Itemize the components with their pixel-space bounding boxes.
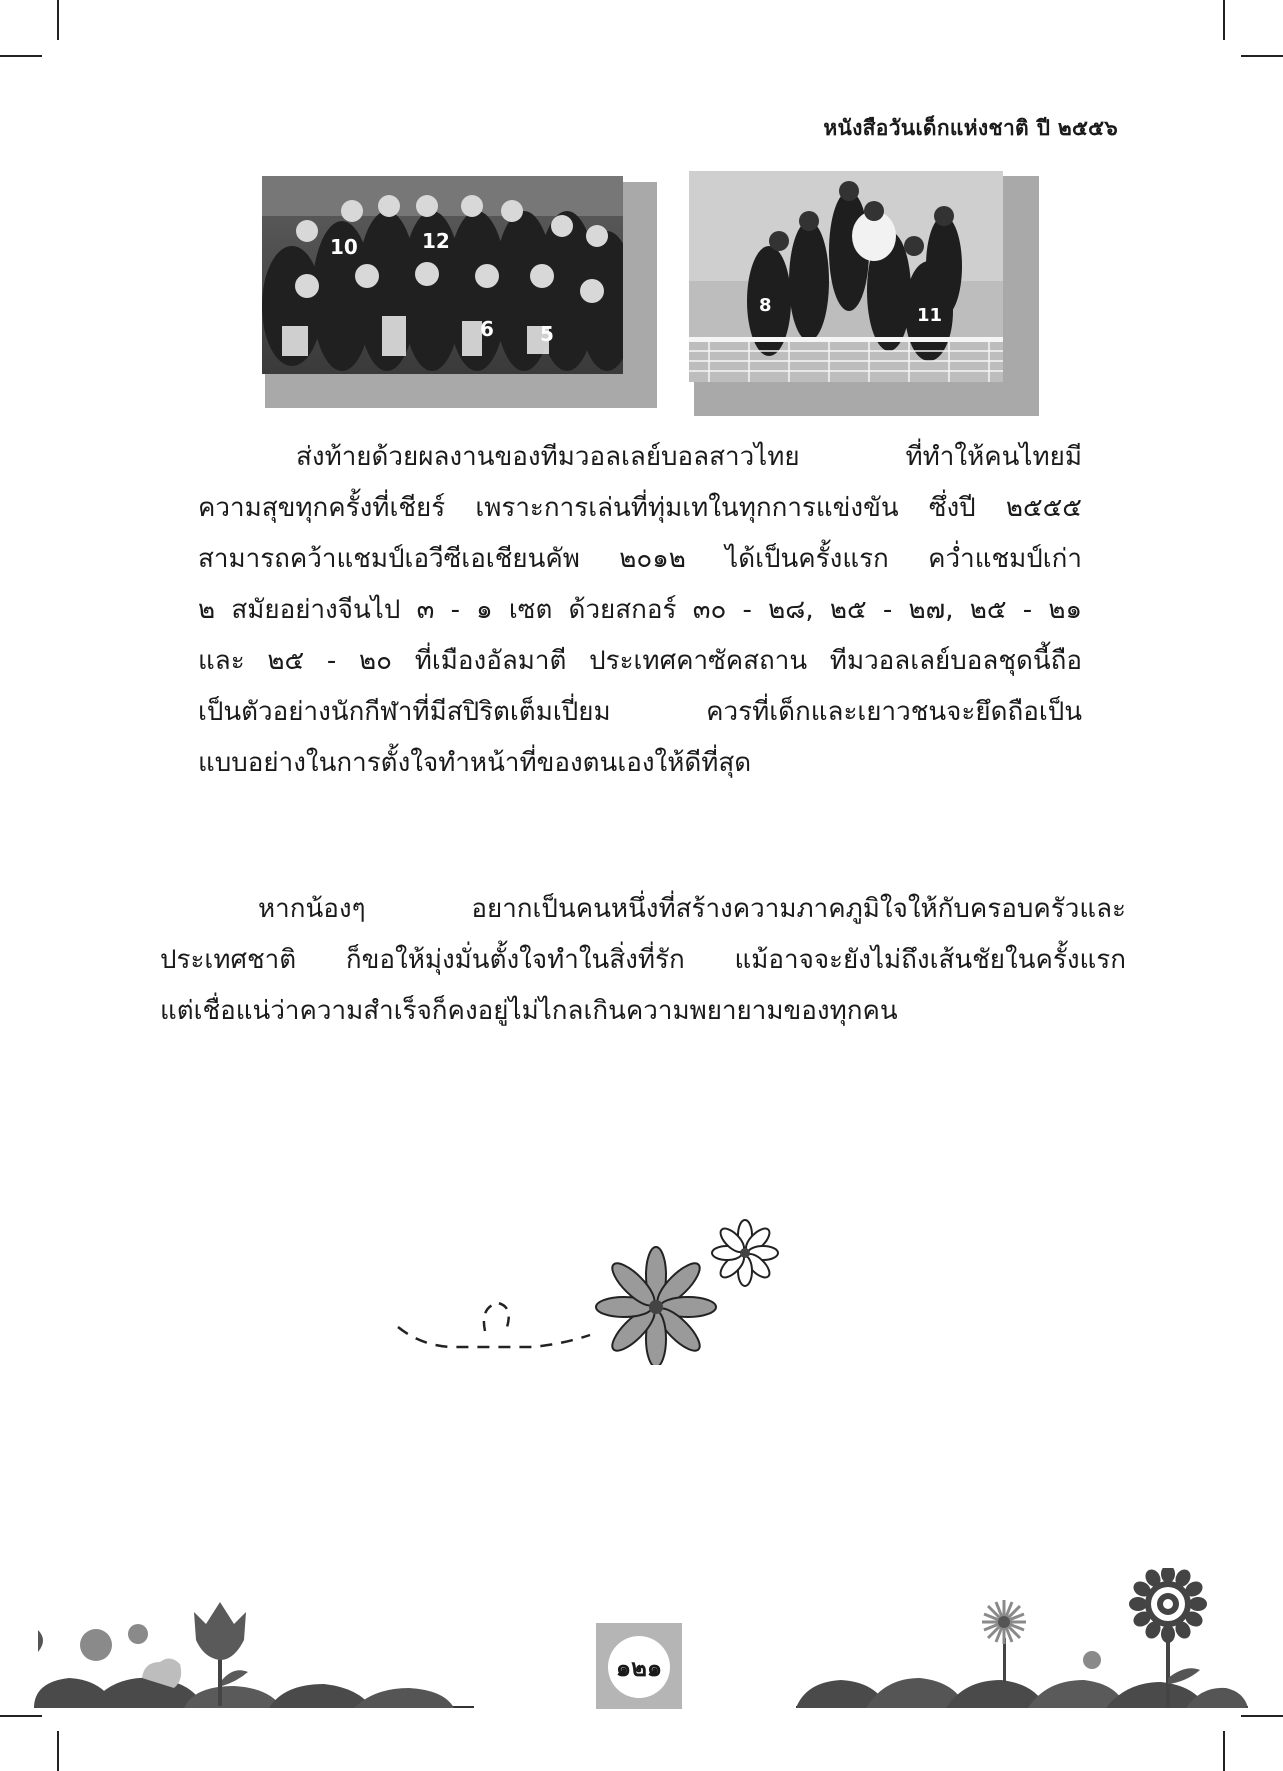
crop-mark-tr-v: [1223, 0, 1225, 40]
paragraph-line: เป็นตัวอย่างนักกีฬาที่มีสปิริตเต็มเปี่ยม ควรที่เด็กและเยาวชนจะยึดถือเป็น: [198, 697, 1082, 727]
paragraph-line: แบบอย่างในการตั้งใจทำหน้าที่ของตนเองให้ดีที่สุด: [198, 748, 752, 778]
crop-mark-tl-v: [57, 0, 59, 40]
svg-text:10: 10: [330, 235, 358, 259]
paragraph-line: และ ๒๕ - ๒๐ ที่เมืองอัลมาตี ประเทศคาซัคสถาน ทีมวอลเลย์บอลชุดนี้ถือ: [198, 646, 1082, 676]
paragraph-line: ส่งท้ายด้วยผลงานของทีมวอลเลย์บอลสาวไทย ที่ทำให้คนไทยมี: [296, 442, 1082, 472]
crop-mark-tl-h: [0, 55, 42, 57]
paragraph-line: ประเทศชาติ ก็ขอให้มุ่งมั่นตั้งใจทำในสิ่งที่รัก แม้อาจจะยังไม่ถึงเส้นชัยในครั้งแรก: [160, 945, 1126, 975]
team-trophy-photo-icon: [262, 176, 623, 374]
paragraph-volleyball: [198, 432, 1082, 789]
flower-icon: [390, 1215, 790, 1365]
page-number: ๑๒๑: [608, 1636, 670, 1698]
paragraph-line: ความสุขทุกครั้งที่เชียร์ เพราะการเล่นที่ทุ่มเทในทุกการแข่งขัน ซึ่งปี ๒๕๕๕: [198, 493, 1082, 523]
tulip-icon: [34, 1590, 474, 1720]
svg-text:12: 12: [422, 229, 450, 253]
svg-text:6: 6: [480, 317, 494, 341]
book-title: หนังสือวันเด็กแห่งชาติ ปี ๒๕๕๖: [823, 116, 1118, 140]
paragraph-line: หากน้องๆ อยากเป็นคนหนึ่งที่สร้างความภาคภูมิใจให้กับครอบครัวและ: [258, 894, 1126, 924]
paragraph-encouragement: [160, 884, 1126, 1037]
crop-mark-bl-v: [57, 1731, 59, 1771]
svg-text:5: 5: [540, 322, 554, 346]
svg-text:11: 11: [917, 305, 943, 326]
paragraph-line: ๒ สมัยอย่างจีนไป ๓ - ๑ เซต ด้วยสกอร์ ๓๐ - ๒๘, ๒๕ - ๒๗, ๒๕ - ๒๑: [198, 595, 1082, 625]
paragraph-line: แต่เชื่อแน่ว่าความสำเร็จก็คงอยู่ไม่ไกลเกินความพยายามของทุกคน: [160, 996, 898, 1026]
sunflower-icon: [796, 1568, 1248, 1720]
team-huddle-photo-icon: [689, 171, 1003, 382]
crop-mark-br-v: [1223, 1731, 1225, 1771]
paragraph-line: สามารถคว้าแชมป์เอวีซีเอเชียนคัพ ๒๐๑๒ ได้เป็นครั้งแรก คว่ำแชมป์เก่า: [198, 544, 1082, 574]
crop-mark-tr-h: [1241, 55, 1283, 57]
svg-text:8: 8: [759, 295, 772, 316]
